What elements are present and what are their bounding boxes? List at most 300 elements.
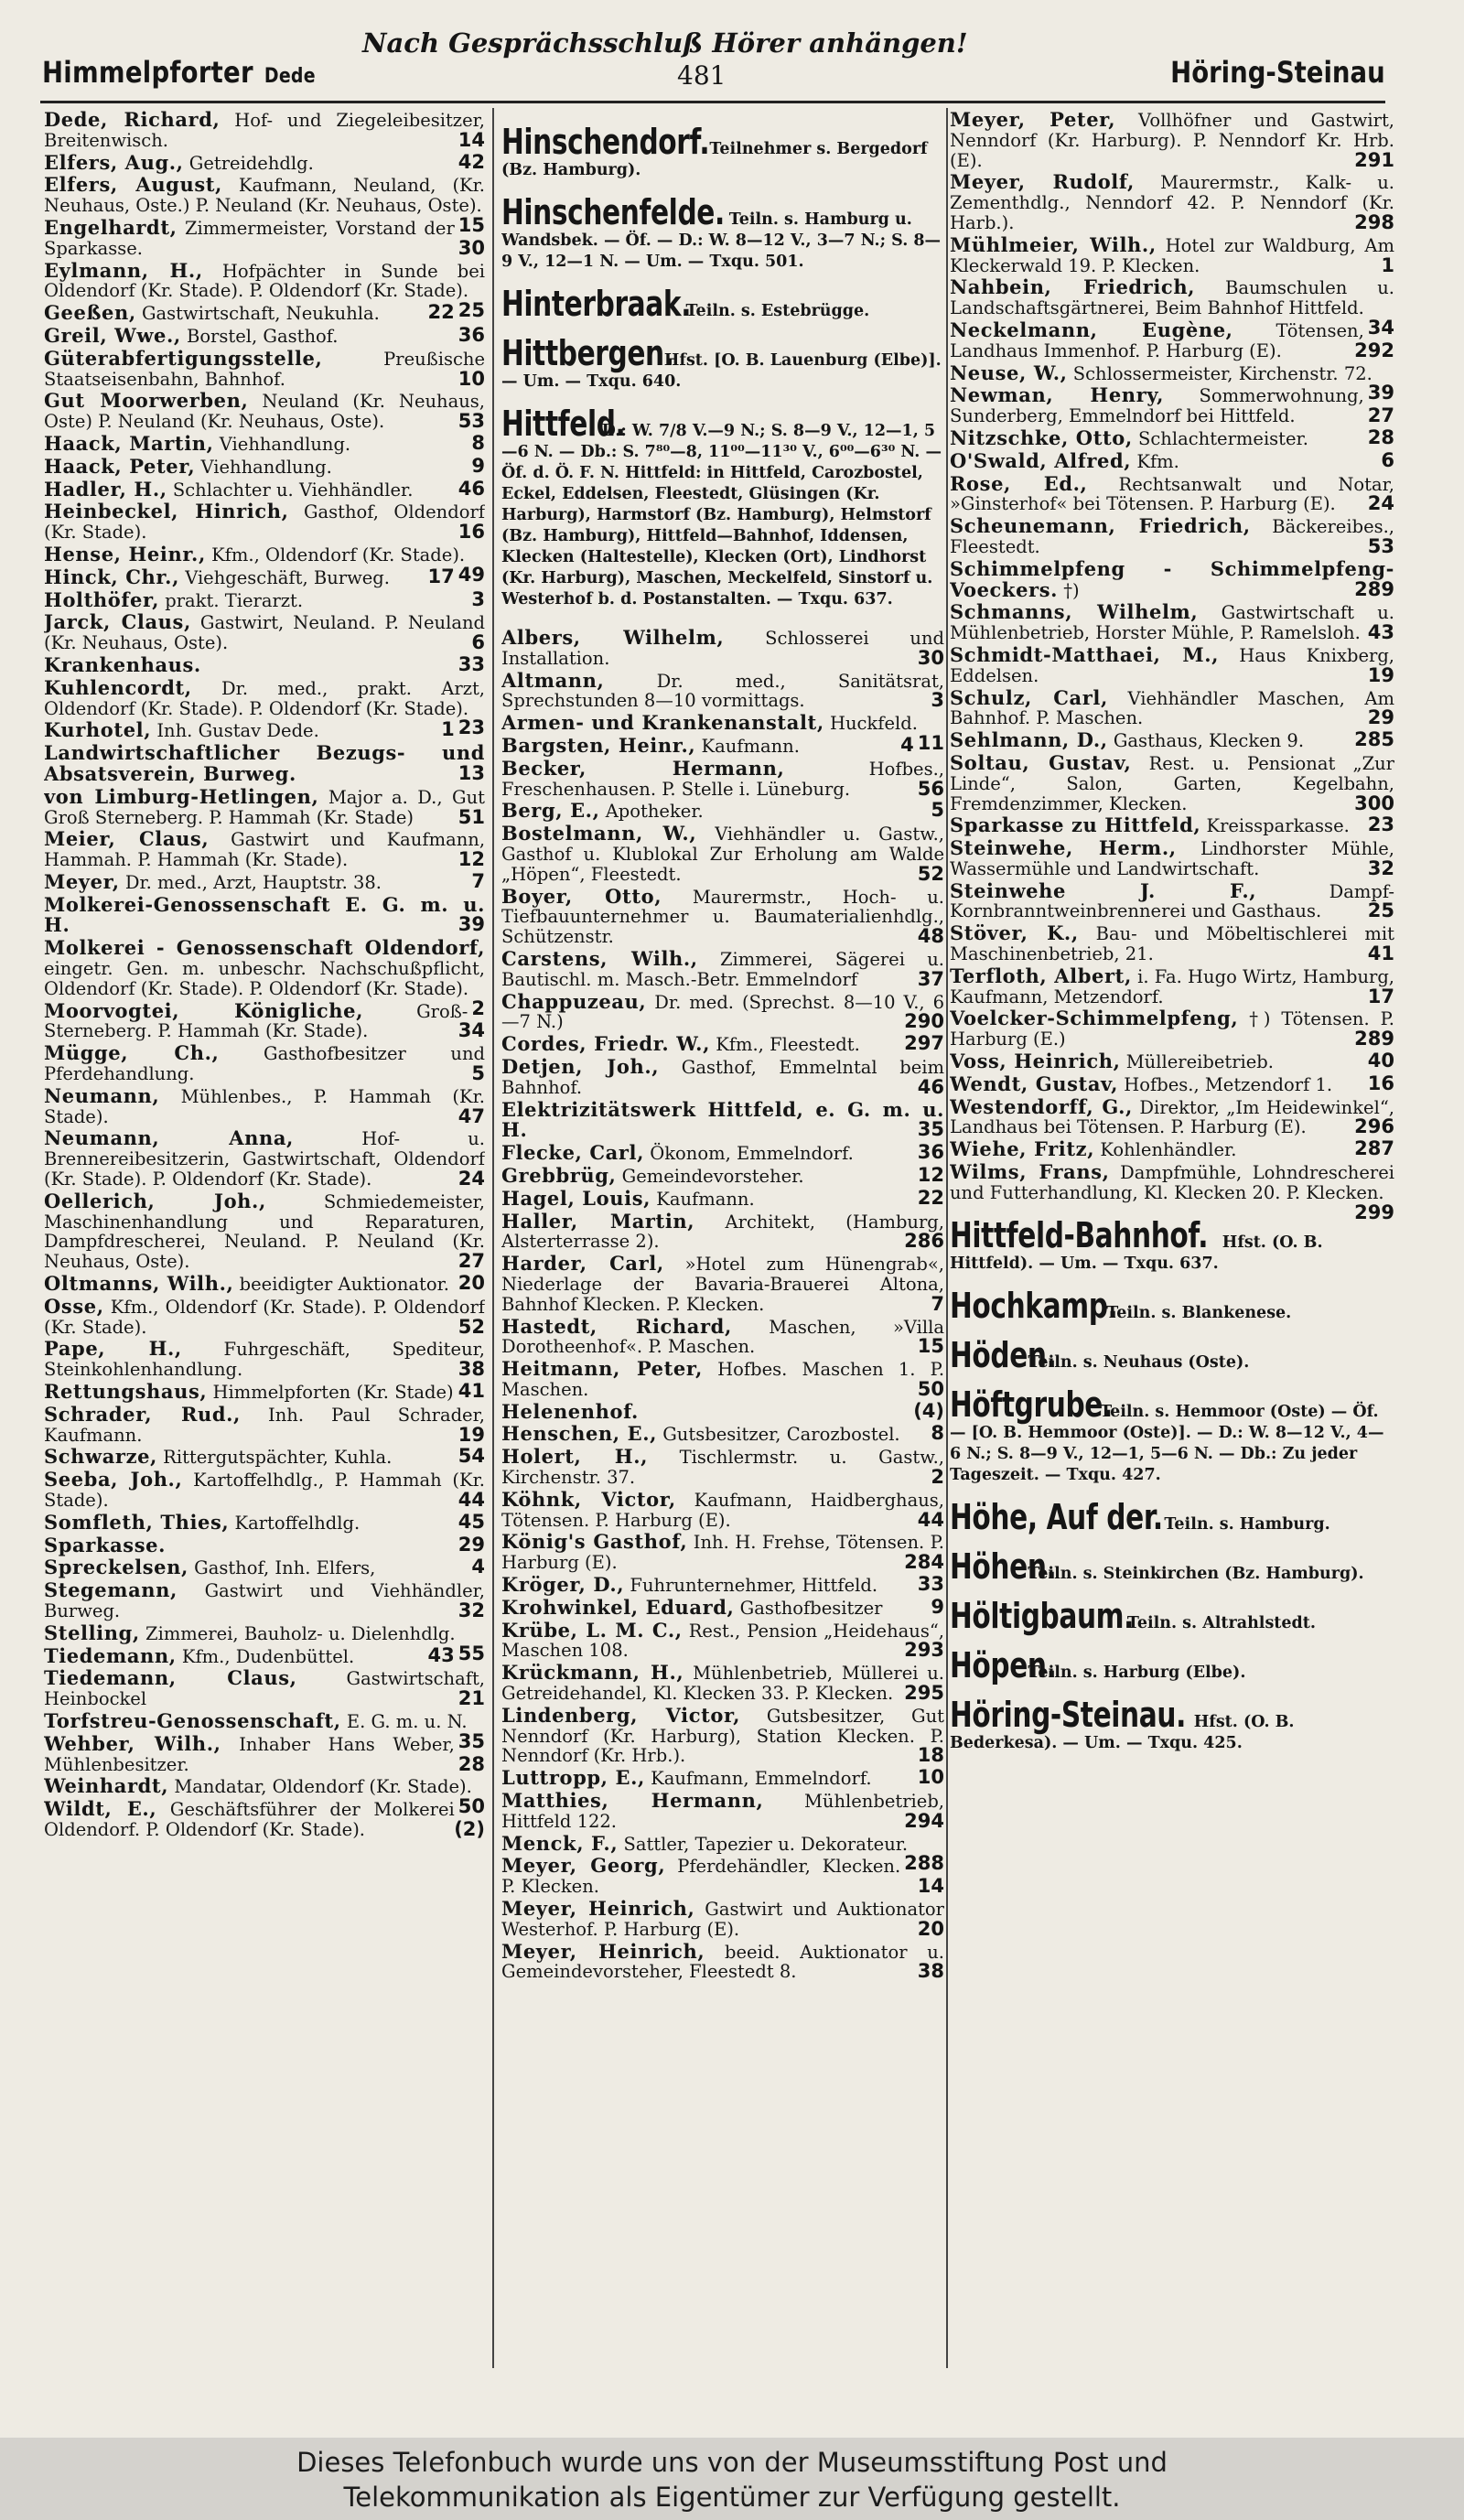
subscriber-name: Somfleth, Thies, bbox=[44, 1510, 230, 1534]
phone-number: 41 bbox=[455, 1382, 485, 1402]
subscriber-description: Mühlenbetrieb, Müllerei u. Getreidehandel, Kl. Klecken 33. P. Klecken. bbox=[501, 1663, 944, 1705]
subscriber-entry bbox=[501, 946, 944, 990]
phone-number: 296 bbox=[1351, 1117, 1394, 1137]
subscriber-entry bbox=[44, 303, 485, 324]
subscriber-description: Maurermstr., Hoch- u. Tiefbauunternehmer u. Baumaterialienhdlg., Schützenstr. bbox=[501, 886, 944, 948]
subscriber-name: Scheunemann, Friedrich, bbox=[950, 514, 1251, 538]
phone-number: 19 bbox=[455, 1426, 485, 1446]
subscriber-name: Neumann, bbox=[44, 1083, 160, 1107]
subscriber-description: Haus Knixberg, Eddelsen. bbox=[950, 644, 1394, 686]
subscriber-name: Oltmanns, Wilh., bbox=[44, 1272, 234, 1296]
phone-number: 6 bbox=[1377, 451, 1394, 471]
subscriber-name: Altmann, bbox=[501, 668, 605, 692]
subscriber-entry bbox=[501, 1399, 944, 1423]
phone-number: 22 bbox=[425, 303, 455, 323]
phone-number: 50 bbox=[914, 1380, 944, 1400]
subscriber-name: Tiedemann, bbox=[44, 1643, 177, 1667]
phone-number: 55 bbox=[455, 1644, 485, 1664]
place-info: Teiln. s. Harburg (Elbe). bbox=[1028, 1663, 1246, 1682]
subscriber-name: Cordes, Friedr. W., bbox=[501, 1032, 710, 1056]
subscriber-description: Kaufmann, Emmelndorf. bbox=[651, 1768, 872, 1790]
subscriber-description: Zimmermeister, Vorstand der Sparkasse. bbox=[44, 217, 455, 259]
subscriber-name: Luttropp, E., bbox=[501, 1766, 645, 1790]
subscriber-description: Rest. u. Pensionat „Zur Linde“, Salon, Garten, Kegelbahn, Fremdenzimmer, Klecken. bbox=[950, 752, 1394, 814]
subscriber-entry bbox=[44, 1447, 485, 1468]
subscriber-description: Maurermstr., Kalk- u. Zementhdlg., Nenndorf 42. P. Nenndorf (Kr. Harb.). bbox=[950, 172, 1394, 233]
phone-number: 293 bbox=[900, 1641, 944, 1661]
phone-number: 21 bbox=[455, 1689, 485, 1709]
subscriber-name: Schwarze, bbox=[44, 1445, 157, 1469]
subscriber-name: von Limburg-Hetlingen, bbox=[44, 784, 319, 808]
subscriber-entry bbox=[950, 602, 1394, 643]
subscriber-entry bbox=[44, 1510, 485, 1534]
phone-number: 35 bbox=[914, 1120, 944, 1140]
subscriber-name: Weinhardt, bbox=[44, 1774, 169, 1798]
subscriber-name: Osse, bbox=[44, 1294, 104, 1318]
subscriber-name: Meier, Claus, bbox=[44, 827, 210, 851]
column-2 bbox=[501, 110, 944, 2370]
phone-number: 14 bbox=[914, 1877, 944, 1897]
phone-number: 54 bbox=[455, 1447, 485, 1467]
subscriber-entry bbox=[950, 1160, 1394, 1223]
subscriber-description: Kaufmann. bbox=[701, 735, 800, 757]
subscriber-description: Rechtsanwalt und Notar, »Ginsterhof« bei Tötensen. P. Harburg (E). bbox=[950, 473, 1394, 515]
phone-number: 19 bbox=[1364, 666, 1394, 686]
place-heading bbox=[950, 1214, 1394, 1274]
phone-number: 42 bbox=[455, 153, 485, 173]
phone-number: 24 bbox=[455, 1169, 485, 1190]
subscriber-name: Schmidt-Matthaei, M., bbox=[950, 642, 1220, 666]
phone-number: 11 bbox=[914, 734, 944, 754]
subscriber-entry bbox=[501, 1663, 944, 1704]
place-info: Teiln. s. Hamburg. bbox=[1164, 1514, 1330, 1534]
phone-number: 6 bbox=[468, 633, 485, 653]
subscriber-description: Ökonom, Emmelndorf. bbox=[650, 1143, 854, 1165]
subscriber-entry bbox=[44, 1128, 485, 1189]
phone-number: 4 bbox=[468, 1557, 485, 1578]
subscriber-entry bbox=[501, 1791, 944, 1832]
place-heading bbox=[950, 1496, 1394, 1537]
subscriber-name: Elfers, August, bbox=[44, 173, 222, 197]
subscriber-description: Huckfeld. bbox=[829, 713, 918, 735]
subscriber-name: Schmanns, Wilhelm, bbox=[950, 600, 1199, 624]
phone-number: 39 bbox=[455, 915, 485, 935]
subscriber-entry bbox=[950, 750, 1394, 814]
place-name: Hinschendorf. bbox=[501, 122, 710, 162]
subscriber-entry bbox=[950, 966, 1394, 1007]
subscriber-description: Rittergutspächter, Kuhla. bbox=[163, 1447, 393, 1469]
phone-number: (2) bbox=[450, 1820, 485, 1840]
subscriber-name: Torfstreu-Genossenschaft, bbox=[44, 1708, 341, 1732]
subscriber-name: Helenenhof. bbox=[501, 1399, 639, 1423]
subscriber-description: Gastwirtschaft, Heinbockel bbox=[44, 1668, 485, 1710]
subscriber-description: Fuhrunternehmer, Hittfeld. bbox=[630, 1575, 878, 1597]
subscriber-description: †) Tötensen. P. Harburg (E.) bbox=[950, 1008, 1394, 1050]
subscriber-description: Hofpächter in Sunde bei Oldendorf (Kr. Stade). P. Oldendorf (Kr. Stade). bbox=[44, 260, 485, 302]
subscriber-name: Meyer, Heinrich, bbox=[501, 1939, 705, 1963]
subscriber-description: Architekt, (Hamburg, Alsterterrasse 2). bbox=[501, 1211, 944, 1253]
subscriber-name: Voss, Heinrich, bbox=[950, 1050, 1121, 1073]
subscriber-name: Berg, E., bbox=[501, 799, 600, 823]
subscriber-name: Schrader, Rud., bbox=[44, 1402, 241, 1426]
subscriber-description: Gasthof, Emmelntal beim Bahnhof. bbox=[501, 1056, 944, 1098]
phone-number: 17 bbox=[1364, 987, 1394, 1007]
subscriber-entry bbox=[44, 587, 485, 611]
subscriber-entry bbox=[501, 628, 944, 669]
place-name: Hinschenfelde. bbox=[501, 192, 725, 232]
footer-notice bbox=[0, 2438, 1464, 2520]
subscriber-description: Dampfmühle, Lohndrescherei und Futterhandlung, Kl. Klecken 20. P. Klecken. bbox=[950, 1162, 1394, 1203]
subscriber-description: Hofbes., Metzendorf 1. bbox=[1124, 1073, 1333, 1095]
subscriber-entry bbox=[44, 1339, 485, 1380]
subscriber-entry bbox=[501, 1034, 944, 1055]
subscriber-entry bbox=[501, 1254, 944, 1314]
phone-number: 3 bbox=[468, 590, 485, 610]
phone-number: 22 bbox=[914, 1189, 944, 1209]
subscriber-description: Kohlenhändler. bbox=[1100, 1139, 1237, 1161]
subscriber-name: Grebbrüg, bbox=[501, 1163, 617, 1187]
subscriber-name: Albers, Wilhelm, bbox=[501, 626, 725, 649]
subscriber-name: Carstens, Wilh., bbox=[501, 946, 698, 970]
column-3 bbox=[950, 110, 1394, 2370]
subscriber-entry bbox=[950, 516, 1394, 557]
subscriber-description: Dampf-Kornbranntweinbrennerei und Gasthaus. bbox=[950, 880, 1394, 922]
subscriber-entry bbox=[501, 1186, 944, 1210]
subscriber-name: Greil, Wwe., bbox=[44, 323, 181, 347]
subscriber-entry bbox=[950, 923, 1394, 964]
subscriber-description: Sattler, Tapezier u. Dekorateur. bbox=[623, 1833, 909, 1855]
subscriber-name: Voelcker-Schimmelpfeng, bbox=[950, 1007, 1239, 1030]
header-left-small: Dede bbox=[264, 65, 316, 88]
phone-number: 28 bbox=[455, 1755, 485, 1775]
phone-number: 48 bbox=[914, 927, 944, 947]
subscriber-description: Major a. D., Gut Groß Sterneberg. P. Hammah (Kr. Stade) bbox=[44, 786, 485, 828]
phone-number: 49 bbox=[455, 565, 485, 586]
subscriber-description: Rest., Pension „Heidehaus“, Maschen 108. bbox=[501, 1620, 944, 1662]
subscriber-description: Viehhändler Maschen, Am Bahnhof. P. Maschen. bbox=[950, 687, 1394, 729]
phone-number: 15 bbox=[455, 216, 485, 236]
subscriber-description: Bau- und Möbeltischlerei mit Maschinenbetrieb, 21. bbox=[950, 923, 1394, 965]
subscriber-entry bbox=[44, 829, 485, 870]
phone-number: 52 bbox=[914, 865, 944, 885]
subscriber-entry bbox=[44, 998, 485, 1042]
subscriber-description: Pferdehändler, Klecken. P. Klecken. bbox=[501, 1856, 901, 1898]
subscriber-entry bbox=[501, 1899, 944, 1940]
subscriber-entry bbox=[950, 730, 1394, 751]
subscriber-name: Krohwinkel, Eduard, bbox=[501, 1595, 735, 1619]
place-name: Höhen. bbox=[950, 1545, 1057, 1587]
subscriber-description: Kaufmann. bbox=[656, 1188, 755, 1210]
phone-number: 34 bbox=[455, 1021, 485, 1041]
subscriber-name: Meyer, Georg, bbox=[501, 1854, 666, 1878]
subscriber-description: i. Fa. Hugo Wirtz, Hamburg, Kaufmann, Metzendorf. bbox=[950, 965, 1394, 1007]
subscriber-description: Viehhandlung. bbox=[200, 456, 332, 478]
place-heading bbox=[950, 1694, 1394, 1753]
place-info: Teiln. s. Neuhaus (Oste). bbox=[1028, 1352, 1250, 1372]
subscriber-entry bbox=[44, 1799, 485, 1840]
subscriber-name: Kuhlencordt, bbox=[44, 675, 192, 699]
subscriber-description: Hof- und Ziegeleibesitzer, Breitenwisch. bbox=[44, 110, 485, 151]
subscriber-name: König's Gasthof, bbox=[501, 1530, 688, 1554]
subscriber-description: †) bbox=[1063, 579, 1080, 601]
subscriber-name: Meyer, bbox=[44, 869, 120, 893]
subscriber-name: Stelling, bbox=[44, 1621, 140, 1644]
subscriber-description: Himmelpforten (Kr. Stade) bbox=[212, 1382, 454, 1404]
phone-number: 20 bbox=[914, 1920, 944, 1940]
subscriber-name: Wilms, Frans, bbox=[950, 1160, 1110, 1184]
phone-number: 27 bbox=[455, 1252, 485, 1272]
phone-number: 50 bbox=[455, 1797, 485, 1817]
phone-number: 18 bbox=[914, 1746, 944, 1766]
subscriber-description: Gutsbesitzer, Carozbostel. bbox=[662, 1424, 900, 1446]
subscriber-name: Neumann, Anna, bbox=[44, 1126, 294, 1150]
place-info: Teiln. s. Steinkirchen (Bz. Hamburg). bbox=[1028, 1564, 1364, 1583]
column-1 bbox=[44, 110, 485, 2370]
subscriber-name: Tiedemann, Claus, bbox=[44, 1666, 297, 1690]
phone-number: 32 bbox=[455, 1601, 485, 1621]
phone-number: 295 bbox=[900, 1684, 944, 1704]
subscriber-entry bbox=[501, 824, 944, 884]
phone-number: 23 bbox=[1364, 815, 1394, 835]
subscriber-entry bbox=[501, 1532, 944, 1573]
subscriber-entry bbox=[501, 1768, 944, 1789]
subscriber-name: Hadler, H., bbox=[44, 477, 167, 501]
phone-number: 289 bbox=[1351, 580, 1394, 600]
subscriber-name: Moorvogtei, Königliche, bbox=[44, 998, 363, 1022]
subscriber-name: Landwirtschaftlicher Bezugs- und Absatsverein, Burweg. bbox=[44, 741, 485, 785]
phone-number: 286 bbox=[900, 1232, 944, 1252]
subscriber-description: Gasthof, Oldendorf (Kr. Stade). bbox=[44, 501, 485, 544]
subscriber-entry bbox=[950, 1139, 1394, 1160]
subscriber-description: Tötensen, Landhaus Immenhof. P. Harburg (E). bbox=[950, 319, 1364, 361]
subscriber-name: Dede, Richard, bbox=[44, 110, 221, 131]
subscriber-name: Soltau, Gustav, bbox=[950, 750, 1132, 774]
subscriber-name: Hastedt, Richard, bbox=[501, 1314, 732, 1338]
subscriber-entry bbox=[44, 1083, 485, 1127]
phone-number: 56 bbox=[914, 780, 944, 800]
subscriber-entry bbox=[44, 215, 485, 259]
place-name: Höhe, Auf der. bbox=[950, 1496, 1163, 1537]
subscriber-entry bbox=[44, 1557, 485, 1578]
subscriber-entry bbox=[44, 1668, 485, 1709]
subscriber-name: Molkerei - Genossenschaft Oldendorf, bbox=[44, 936, 485, 960]
subscriber-entry bbox=[501, 1939, 944, 1983]
subscriber-entry bbox=[501, 1703, 944, 1767]
phone-number: 36 bbox=[914, 1143, 944, 1163]
place-name: Höftgrube. bbox=[950, 1384, 1113, 1425]
subscriber-entry bbox=[44, 501, 485, 543]
subscriber-name: Mühlmeier, Wilh., bbox=[950, 232, 1157, 256]
subscriber-description: Geschäftsführer der Molkerei Oldendorf. P. Oldendorf (Kr. Stade). bbox=[44, 1799, 455, 1840]
header-left-place bbox=[42, 55, 316, 90]
subscriber-name: Sparkasse zu Hittfeld, bbox=[950, 813, 1201, 837]
phone-number: 7 bbox=[468, 872, 485, 892]
subscriber-entry bbox=[501, 1054, 944, 1098]
subscriber-entry bbox=[950, 556, 1394, 601]
place-heading bbox=[950, 1644, 1394, 1685]
phone-number: 1 bbox=[437, 720, 455, 740]
phone-number: 37 bbox=[914, 970, 944, 990]
subscriber-entry bbox=[501, 1575, 944, 1596]
phone-number: 1 bbox=[1377, 256, 1394, 276]
subscriber-entry bbox=[44, 1731, 485, 1775]
phone-number: 15 bbox=[914, 1337, 944, 1357]
phone-number: 298 bbox=[1351, 213, 1394, 233]
subscriber-entry bbox=[44, 479, 485, 501]
subscriber-description: Bäckereibes., Fleestedt. bbox=[950, 516, 1394, 557]
subscriber-entry bbox=[44, 110, 485, 151]
subscriber-entry bbox=[501, 1209, 944, 1253]
place-info: Hfst. (O. B. Hittfeld). — Um. — Txqu. 637. bbox=[950, 1233, 1323, 1273]
column-divider bbox=[946, 108, 948, 2368]
subscriber-entry bbox=[950, 1051, 1394, 1072]
subscriber-entry bbox=[501, 733, 944, 757]
subscriber-entry bbox=[44, 323, 485, 347]
subscriber-description: Kfm., Fleestedt. bbox=[716, 1034, 860, 1056]
phone-number: 33 bbox=[455, 655, 485, 675]
place-heading bbox=[501, 404, 944, 609]
subscriber-name: Stöver, K., bbox=[950, 921, 1079, 945]
subscriber-name: Rose, Ed., bbox=[950, 471, 1088, 495]
subscriber-name: Boyer, Otto, bbox=[501, 884, 662, 908]
subscriber-description: Kartoffelhdlg. bbox=[234, 1512, 361, 1534]
phone-number: 9 bbox=[468, 457, 485, 477]
subscriber-description: Schmiedemeister, Maschinenhandlung und Reparaturen, Dampfdrescherei, Neuland. P. Neuland (Kr. Neuhaus, Oste). bbox=[44, 1190, 485, 1273]
subscriber-entry bbox=[44, 1643, 485, 1667]
subscriber-entry bbox=[44, 150, 485, 174]
phone-number: 25 bbox=[455, 301, 485, 321]
subscriber-description: Tischlermstr. u. Gastw., Kirchenstr. 37. bbox=[501, 1447, 944, 1489]
subscriber-entry bbox=[950, 815, 1394, 836]
subscriber-description: Dr. med. (Sprechst. 8—10 V., 6—7 N.) bbox=[501, 991, 944, 1033]
subscriber-description: beeidigter Auktionator. bbox=[239, 1274, 449, 1296]
header-right-place: Höring-Steinau bbox=[1170, 55, 1385, 90]
subscriber-entry bbox=[950, 448, 1394, 472]
subscriber-name: Holert, H., bbox=[501, 1445, 649, 1469]
phone-number: 5 bbox=[927, 801, 944, 821]
phone-number: 53 bbox=[1364, 537, 1394, 557]
phone-number: 45 bbox=[455, 1513, 485, 1533]
subscriber-name: Haack, Peter, bbox=[44, 454, 196, 478]
subscriber-name: Westendorff, G., bbox=[950, 1094, 1133, 1118]
subscriber-name: Köhnk, Victor, bbox=[501, 1487, 676, 1511]
subscriber-description: Schlachtermeister. bbox=[1138, 427, 1308, 449]
place-info: Teiln. s. Blankenese. bbox=[1106, 1303, 1292, 1322]
subscriber-name: Krankenhaus. bbox=[44, 652, 201, 676]
phone-number: 24 bbox=[1364, 494, 1394, 514]
subscriber-name: Meyer, Rudolf, bbox=[950, 170, 1135, 194]
subscriber-description: Gastwirtschaft, Neukuhla. bbox=[141, 303, 380, 325]
subscriber-entry bbox=[44, 567, 485, 588]
subscriber-description: Dr. med., prakt. Arzt, Oldendorf (Kr. Stade). P. Oldendorf (Kr. Stade). bbox=[44, 677, 485, 719]
subscriber-description: Mühlenbetrieb, Hittfeld 122. bbox=[501, 1791, 944, 1832]
subscriber-name: Seeba, Joh., bbox=[44, 1468, 183, 1492]
subscriber-entry bbox=[44, 1043, 485, 1084]
phone-number: 39 bbox=[1364, 383, 1394, 404]
place-heading bbox=[501, 192, 944, 272]
subscriber-name: Wendt, Gustav, bbox=[950, 1072, 1119, 1095]
subscriber-name: Wiehe, Fritz, bbox=[950, 1137, 1095, 1161]
phone-number: 9 bbox=[927, 1598, 944, 1618]
subscriber-name: Hinck, Chr., bbox=[44, 565, 179, 588]
place-name: Hittbergen. bbox=[501, 333, 674, 373]
subscriber-entry bbox=[44, 1470, 485, 1511]
subscriber-entry bbox=[44, 1535, 485, 1556]
subscriber-description: Dr. med., Arzt, Hauptstr. 38. bbox=[124, 871, 382, 893]
subscriber-name: Kurhotel, bbox=[44, 718, 152, 742]
phone-number: 17 bbox=[425, 567, 455, 587]
phone-number: 30 bbox=[455, 239, 485, 259]
phone-number: 44 bbox=[914, 1511, 944, 1531]
place-info: Hfst. [O. B. Lauenburg (Elbe)]. — Um. — Txqu. 640. bbox=[501, 351, 942, 391]
subscriber-name: Steinwehe, Herm., bbox=[950, 836, 1177, 860]
subscriber-name: Flecke, Carl, bbox=[501, 1141, 645, 1165]
phone-number: 8 bbox=[468, 434, 485, 454]
subscriber-name: Hagel, Louis, bbox=[501, 1186, 651, 1210]
place-name: Hinterbraak. bbox=[501, 284, 692, 324]
subscriber-name: Bargsten, Heinr., bbox=[501, 733, 696, 757]
phone-number: 288 bbox=[900, 1854, 944, 1874]
subscriber-entry bbox=[44, 1294, 485, 1338]
subscriber-name: Menck, F., bbox=[501, 1831, 619, 1855]
subscriber-entry bbox=[44, 720, 485, 741]
place-heading bbox=[950, 1384, 1394, 1485]
header-left-place-name: Himmelpforter bbox=[42, 55, 253, 90]
subscriber-entry bbox=[501, 884, 944, 948]
phone-number: 2 bbox=[927, 1468, 944, 1488]
subscriber-name: Nitzschke, Otto, bbox=[950, 425, 1133, 449]
footer-line-2: Telekommunikation als Eigentümer zur Verfügung gestellt. bbox=[343, 2482, 1121, 2513]
subscriber-entry bbox=[950, 1074, 1394, 1095]
subscriber-description: Neuland (Kr. Neuhaus, Oste) P. Neuland (Kr. Neuhaus, Oste). bbox=[44, 391, 485, 433]
subscriber-description: Kfm., Oldendorf (Kr. Stade). P. Oldendorf (Kr. Stade). bbox=[44, 1296, 485, 1338]
subscriber-name: Neuse, W., bbox=[950, 361, 1068, 384]
subscriber-name: Engelhardt, bbox=[44, 215, 178, 239]
subscriber-name: Lindenberg, Victor, bbox=[501, 1703, 741, 1727]
subscriber-name: Schimmelpfeng - Schimmelpfeng-Voeckers. bbox=[950, 556, 1394, 601]
phone-number: 13 bbox=[455, 764, 485, 784]
subscriber-entry bbox=[501, 1856, 944, 1897]
subscriber-description: Gemeindevorsteher. bbox=[621, 1165, 804, 1187]
page-number: 481 bbox=[677, 60, 727, 91]
subscriber-name: Hense, Heinr., bbox=[44, 542, 206, 565]
subscriber-description: Lindhorster Mühle, Wassermühle und Landwirtschaft. bbox=[950, 838, 1394, 879]
phone-number: 29 bbox=[1364, 708, 1394, 728]
subscriber-name: Krübe, L. M. C., bbox=[501, 1618, 683, 1642]
subscriber-name: Terfloth, Albert, bbox=[950, 964, 1132, 987]
subscriber-name: Schulz, Carl, bbox=[950, 685, 1108, 709]
phone-number: 289 bbox=[1351, 1029, 1394, 1050]
phone-number: 297 bbox=[900, 1034, 944, 1054]
subscriber-entry bbox=[501, 1097, 944, 1142]
subscriber-entry bbox=[950, 110, 1394, 170]
subscriber-description: prakt. Tierarzt. bbox=[165, 589, 304, 611]
subscriber-name: Henschen, E., bbox=[501, 1422, 658, 1446]
subscriber-description: Schlosserei und Installation. bbox=[501, 628, 944, 669]
subscriber-description: Kaufmann, Neuland, (Kr. Neuhaus, Oste.) P. Neuland (Kr. Neuhaus, Oste). bbox=[44, 175, 485, 217]
place-heading bbox=[950, 1285, 1394, 1326]
subscriber-description: Fuhrgeschäft, Spediteur, Steinkohlenhandlung. bbox=[44, 1339, 485, 1381]
subscriber-name: Sparkasse. bbox=[44, 1533, 166, 1556]
subscriber-description: Gastwirt und Viehhändler, Burweg. bbox=[44, 1580, 485, 1621]
phone-number: 41 bbox=[1364, 944, 1394, 964]
subscriber-entry bbox=[950, 172, 1394, 232]
phone-number: 43 bbox=[1364, 623, 1394, 643]
subscriber-name: Nahbein, Friedrich, bbox=[950, 275, 1196, 299]
subscriber-entry bbox=[950, 232, 1394, 276]
subscriber-description: Kfm. bbox=[1136, 450, 1179, 472]
phone-number: 10 bbox=[455, 370, 485, 390]
